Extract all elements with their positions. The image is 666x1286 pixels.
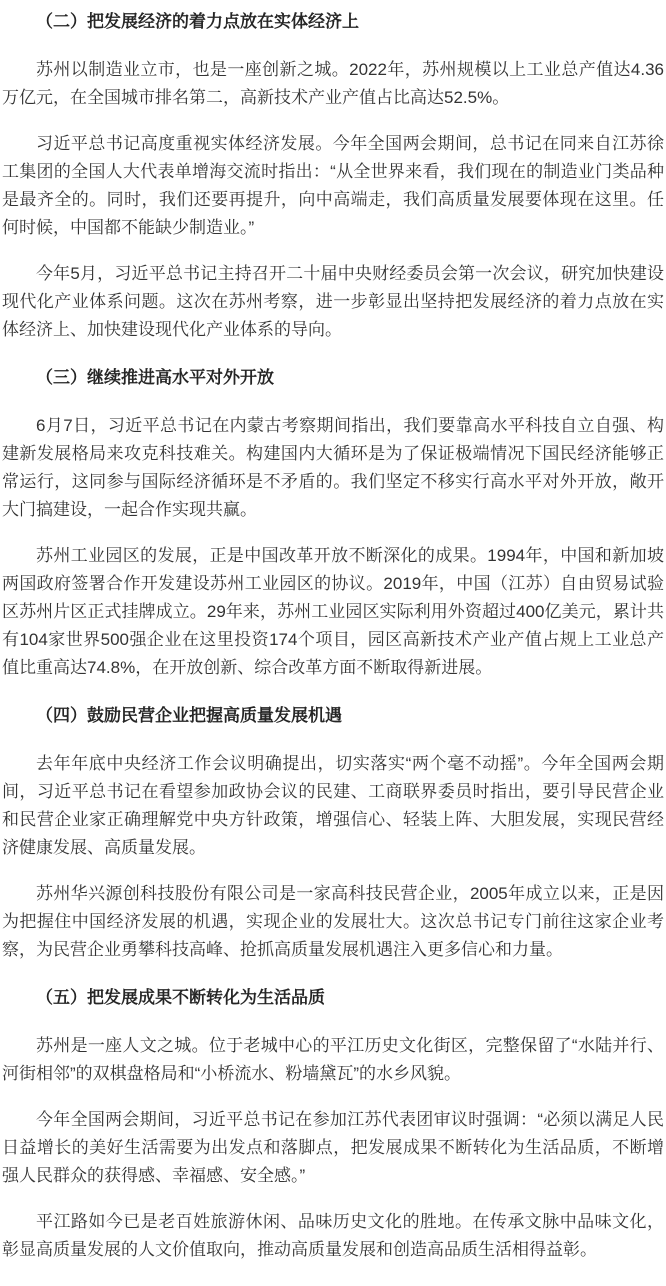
paragraph: 苏州工业园区的发展，正是中国改革开放不断深化的成果。1994年，中国和新加坡两国政府签署合作开发建设苏州工业园区的协议。2019年，中国（江苏）自由贸易试验区苏州片区正式挂牌成立。29年来，苏州工业园区实际利用外资超过400亿美元，累计共有104家世界500强企业在这里投资174个项目，园区高新技术产业产值占规上工业总产值比重高达74.8%，在开放创新、综合改革方面不断取得新进展。	[2, 546, 664, 677]
paragraph: 今年全国两会期间，习近平总书记在参加江苏代表团审议时强调：“必须以满足人民日益增长的美好生活需要为出发点和落脚点，把发展成果不断转化为生活品质，不断增强人民群众的获得感、幸福感、安全感。”	[2, 1110, 664, 1185]
section-heading-2: （二）把发展经济的着力点放在实体经济上	[36, 12, 359, 31]
paragraph: 去年年底中央经济工作会议明确提出，切实落实“两个毫不动摇”。今年全国两会期间，习近平总书记在看望参加政协会议的民建、工商联界委员时指出，要引导民营企业和民营企业家正确理解党中央方针政策，增强信心、轻装上阵、大胆发展，实现民营经济健康发展、高质量发展。	[2, 754, 664, 857]
paragraph: 苏州华兴源创科技股份有限公司是一家高科技民营企业，2005年成立以来，正是因为把握住中国经济发展的机遇，实现企业的发展壮大。这次总书记专门前往这家企业考察，为民营企业勇攀科技高峰、抢抓高质量发展机遇注入更多信心和力量。	[2, 884, 664, 959]
section-heading-5: （五）把发展成果不断转化为生活品质	[36, 988, 325, 1007]
paragraph: 苏州以制造业立市，也是一座创新之城。2022年，苏州规模以上工业总产值达4.36万亿元，在全国城市排名第二，高新技术产业产值占比高达52.5%。	[2, 60, 664, 107]
paragraph: 苏州是一座人文之城。位于老城中心的平江历史文化街区，完整保留了“水陆并行、河街相邻”的双棋盘格局和“小桥流水、粉墙黛瓦”的水乡风貌。	[2, 1036, 664, 1083]
paragraph: 今年5月，习近平总书记主持召开二十届中央财经委员会第一次会议，研究加快建设现代化产业体系问题。这次在苏州考察，进一步彰显出坚持把发展经济的着力点放在实体经济上、加快建设现代化产业体系的导向。	[2, 264, 664, 339]
paragraph: 习近平总书记高度重视实体经济发展。今年全国两会期间，总书记在同来自江苏徐工集团的全国人大代表单增海交流时指出：“从全世界来看，我们现在的制造业门类品种是最齐全的。同时，我们还要再提升，向中高端走，我们高质量发展要体现在这里。任何时候，中国都不能缺少制造业。”	[2, 134, 664, 237]
section-heading-4: （四）鼓励民营企业把握高质量发展机遇	[36, 706, 342, 725]
section-heading-3: （三）继续推进高水平对外开放	[36, 368, 274, 387]
paragraph: 6月7日，习近平总书记在内蒙古考察期间指出，我们要靠高水平科技自立自强、构建新发展格局来攻克科技难关。构建国内大循环是为了保证极端情况下国民经济能够正常运行，这同参与国际经济循环是不矛盾的。我们坚定不移实行高水平对外开放，敞开大门搞建设，一起合作实现共赢。	[2, 416, 664, 519]
paragraph: 平江路如今已是老百姓旅游休闲、品味历史文化的胜地。在传承文脉中品味文化，彰显高质量发展的人文价值取向，推动高质量发展和创造高品质生活相得益彰。	[2, 1212, 664, 1259]
